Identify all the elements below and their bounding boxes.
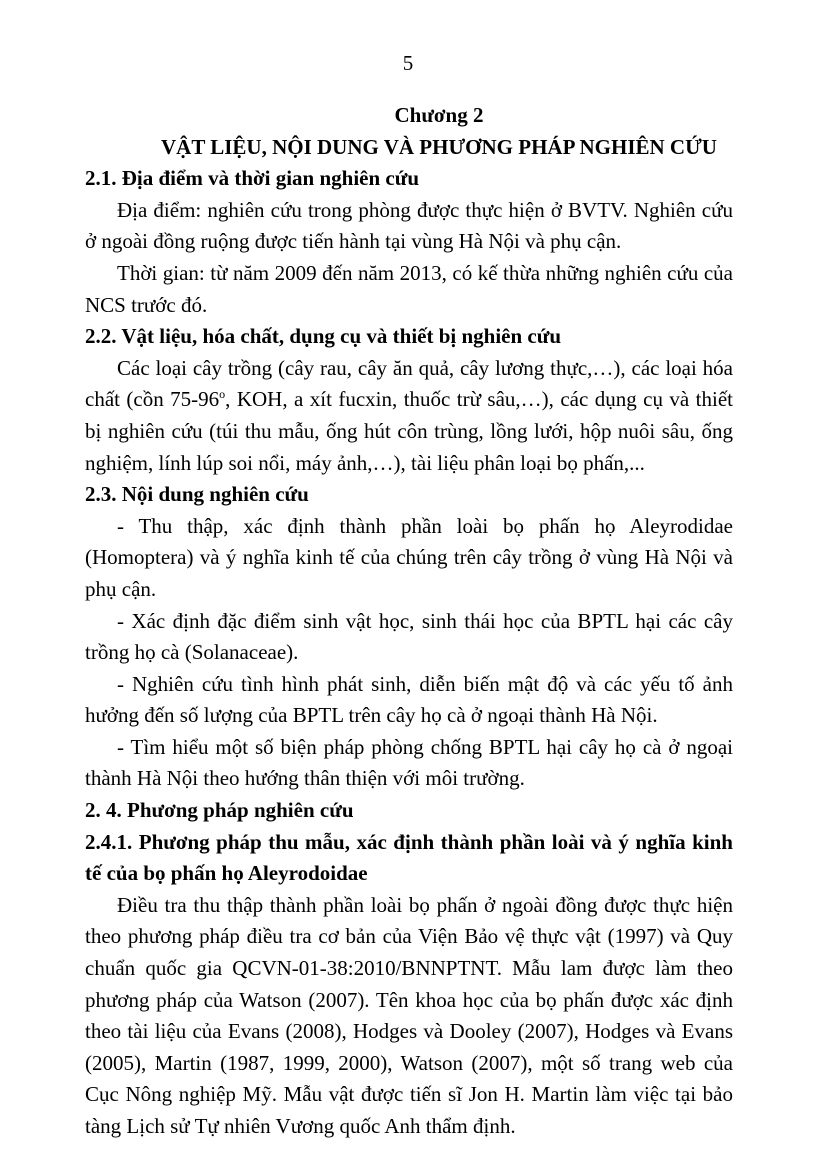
materials-text-a: Các loại cây trồng (cây rau, cây ăn quả, cây lương thực,…), các loại hóa chất (cồn 75-96	[85, 355, 733, 412]
paragraph-time: Thời gian: từ năm 2009 đến năm 2013, có kế thừa những nghiên cứu của NCS trước đó.	[85, 260, 733, 317]
content-item-1: - Thu thập, xác định thành phần loài bọ phấn họ Aleyrodidae (Homoptera) và ý nghĩa kinh tế của chúng trên cây trồng ở vùng Hà Nội và phụ cận.	[85, 513, 733, 601]
paragraph-methods: Điều tra thu thập thành phần loài bọ phấn ở ngoài đồng được thực hiện theo phương pháp điều tra cơ bản của Viện Bảo vệ thực vật (1997) và Quy chuẩn quốc gia QCVN-01-38:2010/BNNPTNT. Mẫu lam được làm theo phương pháp của Watson (2007). Tên khoa học của bọ phấn được xác định theo tài liệu của Evans (2008), Hodges và Dooley (2007), Hodges và Evans (2005), Martin (1987, 1999, 2000), Watson (2007), một số trang web của Cục Nông nghiệp Mỹ. Mẫu vật được tiến sĩ Jon H. Martin làm việc tại bảo tàng Lịch sử Tự nhiên Vương quốc Anh thẩm định.	[85, 892, 733, 1138]
paragraph-materials	[85, 353, 733, 479]
page-number: 5	[402, 51, 414, 75]
section-heading-2-2: 2.2. Vật liệu, hóa chất, dụng cụ và thiết bị nghiên cứu	[85, 324, 562, 349]
section-heading-2-1: 2.1. Địa điểm và thời gian nghiên cứu	[85, 166, 420, 191]
section-heading-2-4: 2. 4. Phương pháp nghiên cứu	[85, 798, 354, 823]
materials-text-b: , KOH, a xít fucxin, thuốc trừ sâu,…), các dụng cụ và thiết bị nghiên cứu (túi thu mẫu, ống hút côn trùng, lồng lưới, hộp nuôi sâu, ống nghiệm, lính lúp soi nổi, máy ảnh,…), tài liệu phân loại bọ phấn,...	[85, 387, 733, 475]
degree-superscript: o	[219, 387, 226, 402]
chapter-title: VẬT LIỆU, NỘI DUNG VÀ PHƯƠNG PHÁP NGHIÊN CỨU	[161, 134, 717, 159]
paragraph-location: Địa điểm: nghiên cứu trong phòng được thực hiện ở BVTV. Nghiên cứu ở ngoài đồng ruộng được tiến hành tại vùng Hà Nội và phụ cận.	[85, 197, 733, 254]
subsection-heading-2-4-1: 2.4.1. Phương pháp thu mẫu, xác định thành phần loài và ý nghĩa kinh tế của bọ phấn họ Aleyrodoidae	[85, 829, 733, 886]
section-heading-2-3: 2.3. Nội dung nghiên cứu	[85, 482, 309, 507]
content-item-4: - Tìm hiểu một số biện pháp phòng chống BPTL hại cây họ cà ở ngoại thành Hà Nội theo hướng thân thiện với môi trường.	[85, 734, 733, 791]
content-item-2: - Xác định đặc điểm sinh vật học, sinh thái học của BPTL hại các cây trồng họ cà (Solanaceae).	[85, 608, 733, 665]
content-item-3: - Nghiên cứu tình hình phát sinh, diễn biến mật độ và các yếu tố ảnh hưởng đến số lượng của BPTL trên cây họ cà ở ngoại thành Hà Nội.	[85, 671, 733, 728]
chapter-label: Chương 2	[394, 103, 484, 127]
page-content	[85, 100, 733, 1143]
